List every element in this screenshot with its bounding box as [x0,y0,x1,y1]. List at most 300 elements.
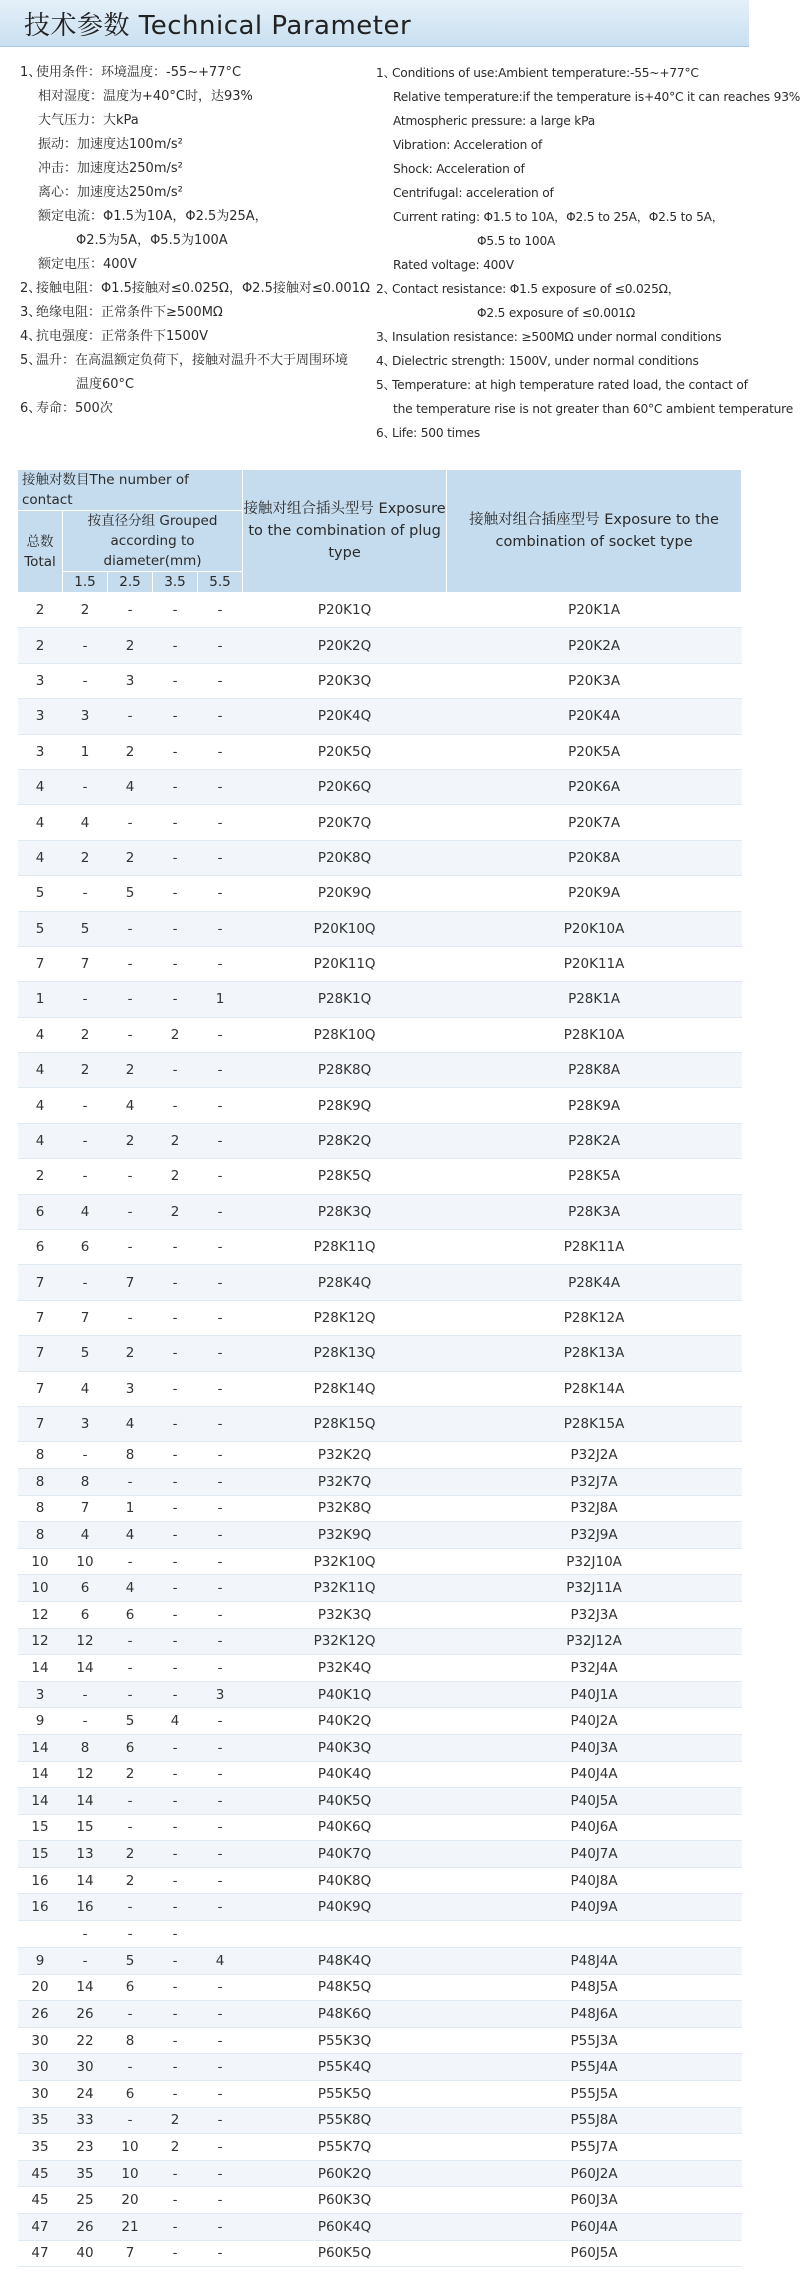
dia-3-5-cell: - [153,593,198,628]
plug-type-cell: P28K14Q [243,1371,447,1406]
dia-5-5-cell: 1 [198,982,243,1017]
table-row [18,1948,742,1975]
dia-1-5-cell: 3 [63,1406,108,1441]
dia-2-5-cell: - [108,699,153,734]
plug-type-cell: P28K9Q [243,1088,447,1123]
socket-type-cell: P55J5A [447,2081,742,2108]
dia-1-5-cell: 5 [63,1336,108,1371]
total-cell: 30 [18,2081,63,2108]
dia-5-5-cell: - [198,911,243,946]
table-row [18,1159,742,1194]
table-row [18,1468,742,1495]
dia-1-5-cell: - [63,1948,108,1975]
dia-1-5-cell: 7 [63,1495,108,1522]
dia-2-5-cell: 2 [108,1761,153,1788]
total-cell: 45 [18,2187,63,2214]
dia-5-5-cell: - [198,1628,243,1655]
spec-cn-line [20,253,368,277]
spec-en-text: Φ2.5 exposure of ≤0.001Ω [477,306,635,320]
dia-5-5-cell: - [198,769,243,804]
spec-cn-line [20,277,368,301]
total-cell: 7 [18,1265,63,1300]
table-row [18,628,742,663]
dia-5-5-cell [198,1921,243,1948]
total-cell: 12 [18,1601,63,1628]
socket-type-cell: P40J2A [447,1708,742,1735]
dia-1-5-cell: - [63,769,108,804]
dia-3-5-cell: - [153,2027,198,2054]
table-row [18,1655,742,1682]
spec-cn-line [20,325,368,349]
total-cell: 15 [18,1841,63,1868]
table-row [18,1300,742,1335]
dia-3-5-cell: 2 [153,1017,198,1052]
contacts-header: 接触对数目The number of contact [18,470,243,511]
spec-cn-text: 寿命：500次 [36,401,113,416]
total-cell: 10 [18,1575,63,1602]
total-cell: 14 [18,1761,63,1788]
socket-type-cell: P28K14A [447,1371,742,1406]
socket-type-cell: P55J7A [447,2134,742,2161]
total-cell: 2 [18,1159,63,1194]
dia-3-5-cell: - [153,805,198,840]
dia-1-5-cell: 4 [63,1522,108,1549]
socket-type-cell: P28K13A [447,1336,742,1371]
table-row [18,1495,742,1522]
spec-en-line [376,109,749,133]
plug-type-cell: P20K11Q [243,946,447,981]
dia-2-5-cell: 10 [108,2134,153,2161]
spec-cn-line [20,61,368,85]
dia-5-5-cell: - [198,699,243,734]
dia-2-5-cell: 21 [108,2214,153,2241]
table-row [18,2240,742,2267]
table-row [18,1442,742,1469]
total-cell: 30 [18,2054,63,2081]
dia-1-5-cell: 4 [63,1371,108,1406]
dia-1-5-cell: 7 [63,946,108,981]
dia-1-5-cell: - [63,1442,108,1469]
spec-en-line [376,373,749,397]
dia-1-5-cell: - [63,876,108,911]
dia-2-5-cell: - [108,1300,153,1335]
dia-1-5-cell: 25 [63,2187,108,2214]
dia-2-5-cell: 1 [108,1495,153,1522]
dia-3-5-cell: 2 [153,1123,198,1158]
plug-type-cell: P28K2Q [243,1123,447,1158]
dia-3-5-cell: - [153,1522,198,1549]
dia-3-5-cell: 2 [153,2107,198,2134]
table-row [18,1894,742,1921]
dia-2-5-cell: - [108,1788,153,1815]
dia-2-5-cell: 10 [108,2160,153,2187]
total-cell: 9 [18,1708,63,1735]
dia-2-5-cell: 2 [108,840,153,875]
spec-en-text: Current rating: Φ1.5 to 10A，Φ2.5 to 25A，Φ2.5 to 5A， [393,210,724,224]
total-cell: 1 [18,982,63,1017]
dia-5-5-cell: - [198,1894,243,1921]
dia-3-5-cell: - [153,1841,198,1868]
plug-type-cell: P20K2Q [243,628,447,663]
socket-type-cell: P48J4A [447,1948,742,1975]
dia-1-5-cell: 24 [63,2081,108,2108]
dia-5-5-cell: - [198,1300,243,1335]
dia-3-5-cell: - [153,1894,198,1921]
dia-5-5-cell: - [198,840,243,875]
dia-1-5-cell: 35 [63,2160,108,2187]
spec-en-line [376,325,749,349]
plug-type-cell: P55K3Q [243,2027,447,2054]
dia-5-5-cell: - [198,1495,243,1522]
total-cell: 6 [18,1230,63,1265]
dia-5-5-cell: - [198,1548,243,1575]
dia-3-5-cell: - [153,769,198,804]
total-cell: 45 [18,2160,63,2187]
plug-type-cell: P60K5Q [243,2240,447,2267]
plug-type-cell: P20K4Q [243,699,447,734]
total-cell: 8 [18,1468,63,1495]
dia-5-5-cell: 3 [198,1681,243,1708]
dia-5-5-cell: - [198,1088,243,1123]
total-cell: 6 [18,1194,63,1229]
dia-3-5-cell: - [153,1788,198,1815]
dia-3-5-cell: - [153,1053,198,1088]
dia-3-5-cell: - [153,1974,198,2001]
dia-2-5-cell: 8 [108,2027,153,2054]
socket-type-cell: P32J2A [447,1442,742,1469]
plug-type-cell: P55K4Q [243,2054,447,2081]
socket-type-cell: P32J9A [447,1522,742,1549]
dia-3-5-cell: - [153,2054,198,2081]
total-cell: 35 [18,2134,63,2161]
dia-2-5-cell: 4 [108,1406,153,1441]
plug-type-cell: P40K1Q [243,1681,447,1708]
total-cell: 47 [18,2214,63,2241]
dia-5-5-cell: - [198,1406,243,1441]
dia-1-5-cell: 14 [63,1655,108,1682]
table-body [18,593,742,2267]
dia-1-5-cell: 14 [63,1867,108,1894]
dia-5-5-cell: - [198,876,243,911]
spec-en-text: Insulation resistance: ≥500MΩ under normal conditions [392,330,722,344]
plug-type-cell: P32K12Q [243,1628,447,1655]
spec-cn-text: 相对湿度：温度为+40°C时，达93% [38,89,253,104]
table-row [18,805,742,840]
socket-type-cell: P40J7A [447,1841,742,1868]
socket-type-cell: P28K9A [447,1088,742,1123]
plug-type-cell: P32K8Q [243,1495,447,1522]
dia-1-5-cell: 16 [63,1894,108,1921]
spec-en-text: Dielectric strength: 1500V, under normal conditions [392,354,699,368]
dia-2-5-cell: 5 [108,1708,153,1735]
socket-type-cell: P40J1A [447,1681,742,1708]
plug-type-cell: P40K9Q [243,1894,447,1921]
dia-1-5-cell: - [63,663,108,698]
table-row [18,734,742,769]
plug-type-cell: P32K10Q [243,1548,447,1575]
socket-type-cell: P28K1A [447,982,742,1017]
table-row [18,1788,742,1815]
dia-1-5-cell: 12 [63,1628,108,1655]
dia-2-5-cell: 2 [108,1336,153,1371]
dia-3-5-cell: - [153,1814,198,1841]
dia-3-5-cell: - [153,1300,198,1335]
dia-3-5-cell: - [153,1230,198,1265]
dia-3-5-cell: - [153,1921,198,1948]
plug-type-cell: P20K7Q [243,805,447,840]
dia-2-5-cell: 2 [108,1841,153,1868]
socket-type-cell: P60J5A [447,2240,742,2267]
total-cell: 8 [18,1495,63,1522]
dia-3-5-cell: - [153,1601,198,1628]
total-cell: 26 [18,2001,63,2028]
dia-2-5-cell: - [108,1814,153,1841]
dia-5-5-cell: - [198,946,243,981]
dia-3-5-cell: - [153,1655,198,1682]
socket-type-cell: P20K3A [447,663,742,698]
spec-en-line [376,85,800,109]
dia-2-5-cell: 4 [108,1088,153,1123]
dia-3-5-cell: - [153,2001,198,2028]
dia-1-5-cell: - [63,628,108,663]
plug-type-cell: P28K12Q [243,1300,447,1335]
dia-5-5-cell: - [198,1814,243,1841]
table-row [18,1708,742,1735]
dia-5-5-cell: - [198,2107,243,2134]
socket-type-cell: P32J7A [447,1468,742,1495]
spec-en-item-number: 4、 [376,354,396,368]
spec-cn-line [20,229,368,253]
dia-5-5-cell: - [198,1734,243,1761]
dia-3-5-cell: - [153,2187,198,2214]
socket-type-cell: P40J3A [447,1734,742,1761]
socket-type-cell: P32J12A [447,1628,742,1655]
dia-2-5-cell: - [108,805,153,840]
dia-3-5-cell: - [153,2081,198,2108]
dia-1-5-cell: 2 [63,1017,108,1052]
dia-3-5-cell: - [153,1442,198,1469]
specs-english [368,61,800,469]
plug-type-cell: P60K2Q [243,2160,447,2187]
table-row [18,1123,742,1158]
socket-type-cell: P48J6A [447,2001,742,2028]
spec-en-text: Conditions of use:Ambient temperature:-55~+77°C [392,66,699,80]
dia-3-5-cell: - [153,840,198,875]
socket-type-cell: P32J3A [447,1601,742,1628]
dia-1-5-cell: - [63,1708,108,1735]
dia-1-5-cell: 26 [63,2001,108,2028]
dia-5-5-cell: - [198,1371,243,1406]
spec-en-text: Vibration: Acceleration of [393,138,543,152]
table-row [18,982,742,1017]
socket-type-cell: P20K10A [447,911,742,946]
table-row [18,699,742,734]
dia-1-5-cell: 6 [63,1575,108,1602]
total-cell: 5 [18,911,63,946]
dia-1-5-cell: 2 [63,593,108,628]
spec-en-text: Contact resistance: Φ1.5 exposure of ≤0.025Ω， [392,282,680,296]
spec-en-item-number: 1、 [376,66,396,80]
dia-2-5-cell: 5 [108,1948,153,1975]
grouped-header: 按直径分组 Grouped according to diameter(mm) [63,511,243,572]
table-row [18,1406,742,1441]
spec-en-line [376,301,749,325]
dia-2-5-cell: 6 [108,1601,153,1628]
total-cell: 4 [18,840,63,875]
table-row [18,2027,742,2054]
dia-3-5-cell: - [153,1628,198,1655]
dia-5-5-cell: - [198,1788,243,1815]
spec-cn-text: 温度60°C [76,377,135,392]
dia-3-5-cell: - [153,1948,198,1975]
dia-1-5-cell: 5 [63,911,108,946]
plug-type-cell: P40K3Q [243,1734,447,1761]
spec-en-line [376,421,749,445]
total-cell: 3 [18,734,63,769]
plug-type-cell: P28K11Q [243,1230,447,1265]
dia-2-5-cell: - [108,1017,153,1052]
total-cell: 7 [18,1371,63,1406]
table-row [18,1761,742,1788]
plug-type-cell: P20K9Q [243,876,447,911]
dia-5-5-cell: - [198,1265,243,1300]
socket-type-cell: P28K4A [447,1265,742,1300]
spec-cn-line [20,301,368,325]
total-cell: 15 [18,1814,63,1841]
table-row [18,1814,742,1841]
dia-1-5-cell: 4 [63,1194,108,1229]
dia-2-5-cell: - [108,946,153,981]
total-header: 总数 Total [18,511,63,593]
plug-type-cell: P20K1Q [243,593,447,628]
plug-type-cell: P20K3Q [243,663,447,698]
spec-en-text: Atmospheric pressure: a large kPa [393,114,595,128]
total-cell: 10 [18,1548,63,1575]
dia-5-5-cell: - [198,1194,243,1229]
diameter-5-5-header: 5.5 [198,572,243,593]
socket-type-cell: P28K3A [447,1194,742,1229]
spec-en-line [376,181,749,205]
total-cell: 30 [18,2027,63,2054]
dia-1-5-cell: 26 [63,2214,108,2241]
spec-cn-line [20,373,368,397]
spec-en-item-number: 6、 [376,426,396,440]
dia-2-5-cell: - [108,593,153,628]
plug-type-cell: P28K8Q [243,1053,447,1088]
dia-3-5-cell: - [153,1371,198,1406]
dia-5-5-cell: - [198,1974,243,2001]
dia-3-5-cell: - [153,1575,198,1602]
spec-en-text: Φ5.5 to 100A [477,234,556,248]
table-row [18,1681,742,1708]
socket-type-cell: P20K7A [447,805,742,840]
socket-type-cell: P28K2A [447,1123,742,1158]
spec-en-text: Life: 500 times [392,426,480,440]
plug-type-cell: P40K7Q [243,1841,447,1868]
dia-5-5-cell: - [198,628,243,663]
dia-1-5-cell: 2 [63,1053,108,1088]
dia-2-5-cell: 8 [108,1442,153,1469]
spec-cn-item-number: 4、 [20,329,42,344]
dia-1-5-cell: 10 [63,1548,108,1575]
dia-3-5-cell: - [153,1495,198,1522]
spec-en-line [376,349,749,373]
dia-5-5-cell: - [198,2240,243,2267]
table-row [18,1336,742,1371]
spec-cn-text: 冲击：加速度达250m/s² [38,161,183,176]
plug-type-cell [243,1921,447,1948]
dia-2-5-cell: 20 [108,2187,153,2214]
dia-5-5-cell: - [198,1336,243,1371]
spec-en-item-number: 3、 [376,330,396,344]
total-cell: 3 [18,663,63,698]
total-cell: 16 [18,1894,63,1921]
dia-5-5-cell: - [198,2027,243,2054]
dia-2-5-cell: 2 [108,734,153,769]
table-row [18,1088,742,1123]
spec-cn-text: 额定电流：Φ1.5为10A，Φ2.5为25A， [38,209,268,224]
dia-3-5-cell: - [153,1548,198,1575]
plug-type-cell: P48K4Q [243,1948,447,1975]
dia-5-5-cell: - [198,1442,243,1469]
dia-1-5-cell: - [63,982,108,1017]
socket-type-cell: P32J8A [447,1495,742,1522]
dia-1-5-cell: - [63,1681,108,1708]
socket-type-cell: P20K8A [447,840,742,875]
spec-en-line [376,253,749,277]
plug-type-header: 接触对组合插头型号 Exposure to the combination of plug type [243,470,447,593]
socket-type-cell: P60J2A [447,2160,742,2187]
spec-en-text: Centrifugal: acceleration of [393,186,554,200]
dia-1-5-cell: 13 [63,1841,108,1868]
dia-2-5-cell: 4 [108,769,153,804]
plug-type-cell: P32K4Q [243,1655,447,1682]
spec-cn-text: 抗电强度：正常条件下1500V [36,329,208,344]
dia-5-5-cell: - [198,1601,243,1628]
spec-cn-text: 接触电阻：Φ1.5接触对≤0.025Ω，Φ2.5接触对≤0.001Ω [36,281,370,296]
spec-cn-text: 温升：在高温额定负荷下，接触对温升不大于周围环境 [36,353,349,368]
socket-type-cell: P20K2A [447,628,742,663]
spec-cn-line [20,109,368,133]
socket-type-cell: P55J3A [447,2027,742,2054]
total-cell: 16 [18,1867,63,1894]
spec-en-line [376,61,749,85]
socket-type-cell: P32J11A [447,1575,742,1602]
spec-en-text: Relative temperature:if the temperature is+40°C it can reaches 93% [393,90,800,104]
spec-cn-item-number: 5、 [20,353,42,368]
total-cell: 5 [18,876,63,911]
spec-cn-line [20,397,368,421]
dia-3-5-cell: - [153,1406,198,1441]
spec-en-line [376,397,794,421]
table-row [18,1841,742,1868]
table-row [18,1601,742,1628]
dia-3-5-cell: - [153,1867,198,1894]
dia-2-5-cell: - [108,2054,153,2081]
total-cell: 3 [18,1681,63,1708]
plug-type-cell: P32K7Q [243,1468,447,1495]
plug-type-cell: P32K9Q [243,1522,447,1549]
total-cell [18,1921,63,1948]
plug-type-cell: P48K5Q [243,1974,447,2001]
socket-type-cell: P28K15A [447,1406,742,1441]
table-row [18,1230,742,1265]
table-row [18,2001,742,2028]
table-row [18,1867,742,1894]
dia-3-5-cell: - [153,2160,198,2187]
table-row [18,663,742,698]
dia-1-5-cell: 15 [63,1814,108,1841]
